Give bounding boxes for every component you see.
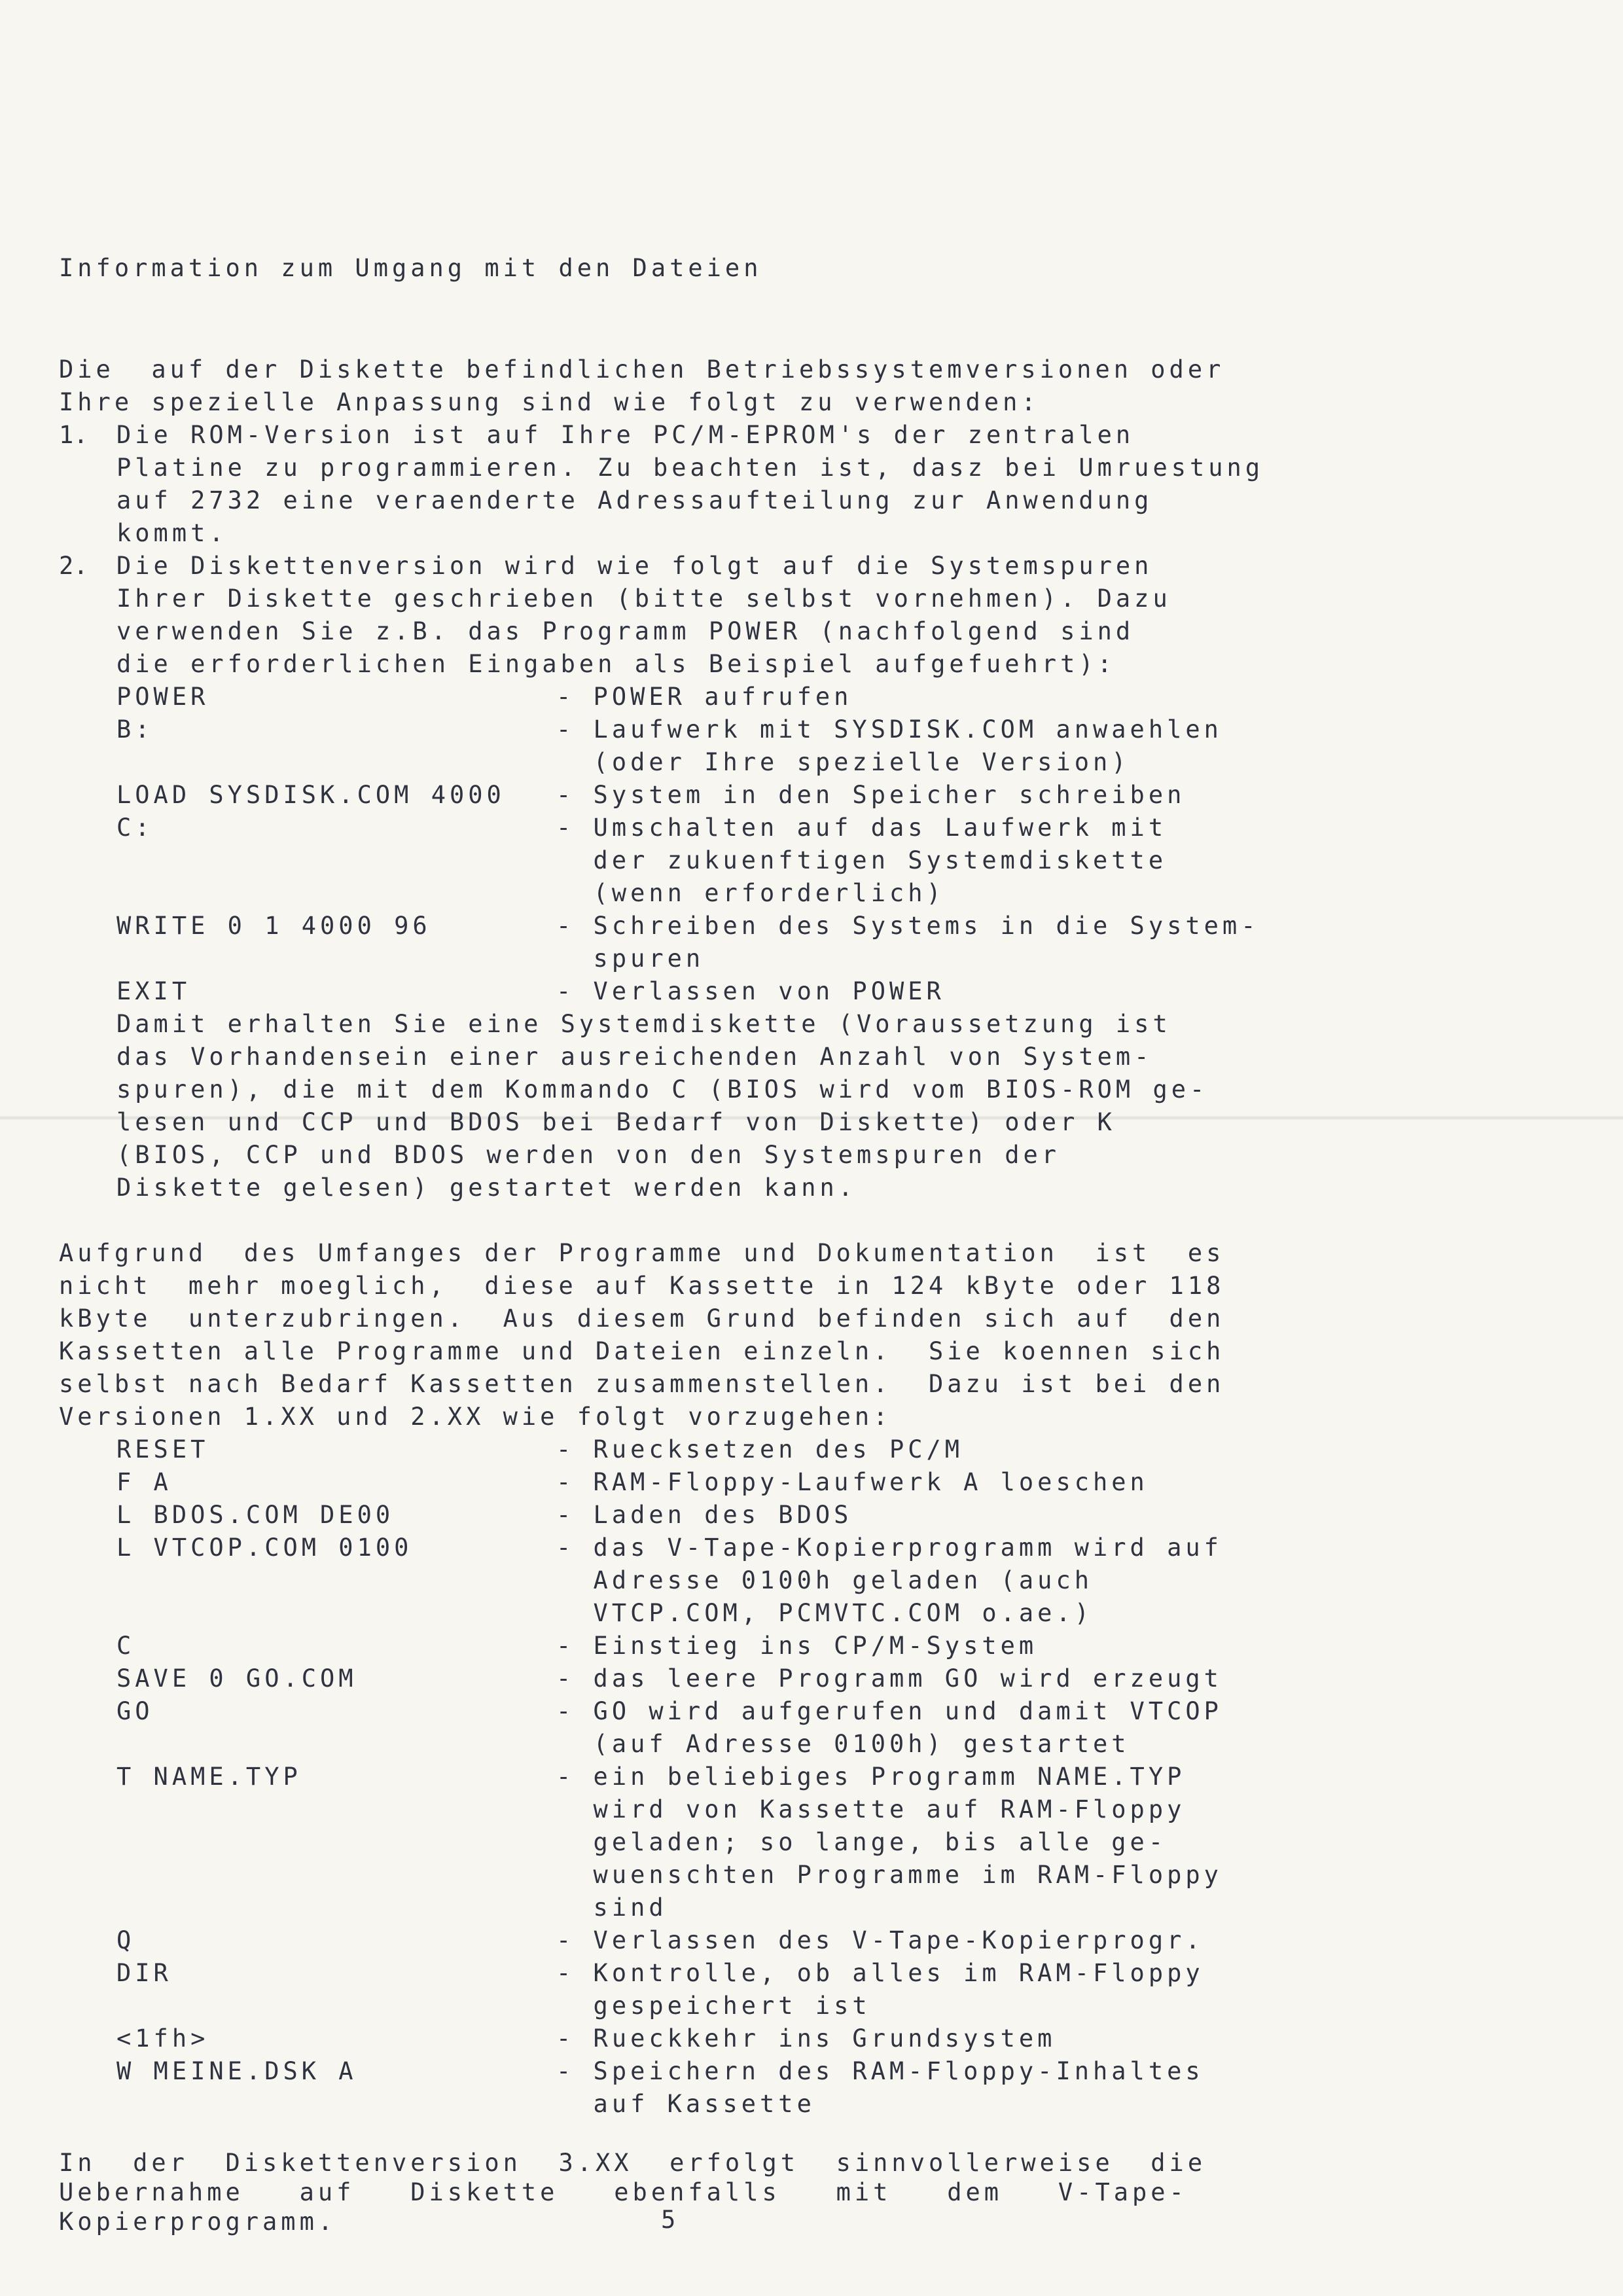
command-description: - Umschalten auf das Laufwerk mit [556,814,1168,842]
command-input: F A [116,1468,172,1496]
list-number-1: 1. [59,421,88,449]
command-description: - GO wird aufgerufen und damit VTCOP [556,1697,1222,1725]
page-number: 5 [661,2206,676,2234]
command-description: - RAM-Floppy-Laufwerk A loeschen [556,1468,1149,1496]
section2-line: selbst nach Bedarf Kassetten zusammenstellen. Dazu ist bei den [59,1370,1225,1398]
item1-line: kommt. [116,519,228,547]
intro-line: Die auf der Diskette befindlichen Betriebssystemversionen oder [59,355,1225,384]
command-description: wird von Kassette auf RAM-Floppy [556,1795,1186,1823]
command-description: spuren [556,944,705,973]
command-input: RESET [116,1435,209,1463]
item2-closing-line: spuren), die mit dem Kommando C (BIOS wird vom BIOS-ROM ge- [116,1075,1209,1103]
command-input: L VTCOP.COM 0100 [116,1534,413,1562]
section2-line: kByte unterzubringen. Aus diesem Grund befinden sich auf den [59,1304,1225,1333]
command-input: T NAME.TYP [116,1763,302,1791]
section2-line: Versionen 1.XX und 2.XX wie folgt vorzugehen: [59,1403,892,1431]
command-description: - das V-Tape-Kopierprogramm wird auf [556,1534,1222,1562]
command-description: - Laufwerk mit SYSDISK.COM anwaehlen [556,715,1222,744]
command-description: - Laden des BDOS [556,1501,853,1529]
command-input: Q [116,1926,135,1954]
command-description: - System in den Speicher schreiben [556,781,1186,809]
item1-line: Die ROM-Version ist auf Ihre PC/M-EPROM's der zentralen [116,421,1135,449]
section2-line: Aufgrund des Umfanges der Programme und Dokumentation ist es [59,1239,1225,1267]
item2-line: die erforderlichen Eingaben als Beispiel aufgefuehrt): [116,650,1116,678]
section2-line: nicht mehr moeglich, diese auf Kassette in 124 kByte oder 118 [59,1272,1225,1300]
section3-line: Uebernahme auf Diskette ebenfalls mit dem V-Tape- [59,2178,1188,2206]
command-description: - Speichern des RAM-Floppy-Inhaltes [556,2057,1204,2085]
command-description: - POWER aufrufen [556,683,853,711]
command-description: - Verlassen des V-Tape-Kopierprogr. [556,1926,1204,1954]
command-description: - Einstieg ins CP/M-System [556,1632,1038,1660]
command-input: <1fh> [116,2024,209,2053]
command-description: (auf Adresse 0100h) gestartet [556,1730,1130,1758]
item2-closing-line: Diskette gelesen) gestartet werden kann. [116,1174,857,1202]
command-description: (oder Ihre spezielle Version) [556,748,1130,776]
command-input: L BDOS.COM DE00 [116,1501,395,1529]
section3-line: In der Diskettenversion 3.XX erfolgt sinnvollerweise die [59,2149,1207,2177]
command-input: B: [116,715,154,744]
command-description: - ein beliebiges Programm NAME.TYP [556,1763,1186,1791]
command-description: - Kontrolle, ob alles im RAM-Floppy [556,1959,1204,1987]
intro-line: Ihre spezielle Anpassung sind wie folgt zu verwenden: [59,388,1040,416]
command-description: - Schreiben des Systems in die System- [556,912,1260,940]
command-description: - Verlassen von POWER [556,977,945,1005]
section3-line: Kopierprogramm. [59,2208,337,2236]
command-description: - Rueckkehr ins Grundsystem [556,2024,1056,2053]
item1-line: auf 2732 eine veraenderte Adressaufteilung zur Anwendung [116,486,1153,514]
command-description: VTCP.COM, PCMVTC.COM o.ae.) [556,1599,1094,1627]
command-input: W MEINE.DSK A [116,2057,357,2085]
item2-line: Die Diskettenversion wird wie folgt auf die Systemspuren [116,552,1153,580]
command-description: der zukuenftigen Systemdiskette [556,846,1168,874]
command-description: auf Kassette [556,2090,815,2118]
command-description: (wenn erforderlich) [556,879,945,907]
command-input: WRITE 0 1 4000 96 [116,912,431,940]
command-input: C: [116,814,154,842]
command-description: sind [556,1893,668,1922]
command-input: C [116,1632,135,1660]
command-description: geladen; so lange, bis alle ge- [556,1828,1168,1856]
item2-closing-line: Damit erhalten Sie eine Systemdiskette (Voraussetzung ist [116,1010,1171,1038]
item1-line: Platine zu programmieren. Zu beachten ist, dasz bei Umruestung [116,454,1264,482]
command-input: DIR [116,1959,172,1987]
list-number-2: 2. [59,552,88,580]
item2-closing-line: das Vorhandensein einer ausreichenden Anzahl von System- [116,1043,1153,1071]
command-description: gespeichert ist [556,1992,871,2020]
command-input: LOAD SYSDISK.COM 4000 [116,781,505,809]
item2-closing-line: (BIOS, CCP und BDOS werden von den Systemspuren der [116,1141,1061,1169]
command-description: Adresse 0100h geladen (auch [556,1566,1094,1594]
command-input: SAVE 0 GO.COM [116,1664,357,1693]
command-input: GO [116,1697,154,1725]
item2-closing-line: lesen und CCP und BDOS bei Bedarf von Diskette) oder K [116,1108,1116,1136]
command-input: POWER [116,683,209,711]
document-title: Information zum Umgang mit den Dateien [59,254,762,282]
command-description: - Ruecksetzen des PC/M [556,1435,964,1463]
command-description: wuenschten Programme im RAM-Floppy [556,1861,1222,1889]
item2-line: verwenden Sie z.B. das Programm POWER (nachfolgend sind [116,617,1135,645]
command-description: - das leere Programm GO wird erzeugt [556,1664,1222,1693]
item2-line: Ihrer Diskette geschrieben (bitte selbst vornehmen). Dazu [116,584,1171,613]
section2-line: Kassetten alle Programme und Dateien einzeln. Sie koennen sich [59,1337,1225,1365]
command-input: EXIT [116,977,191,1005]
